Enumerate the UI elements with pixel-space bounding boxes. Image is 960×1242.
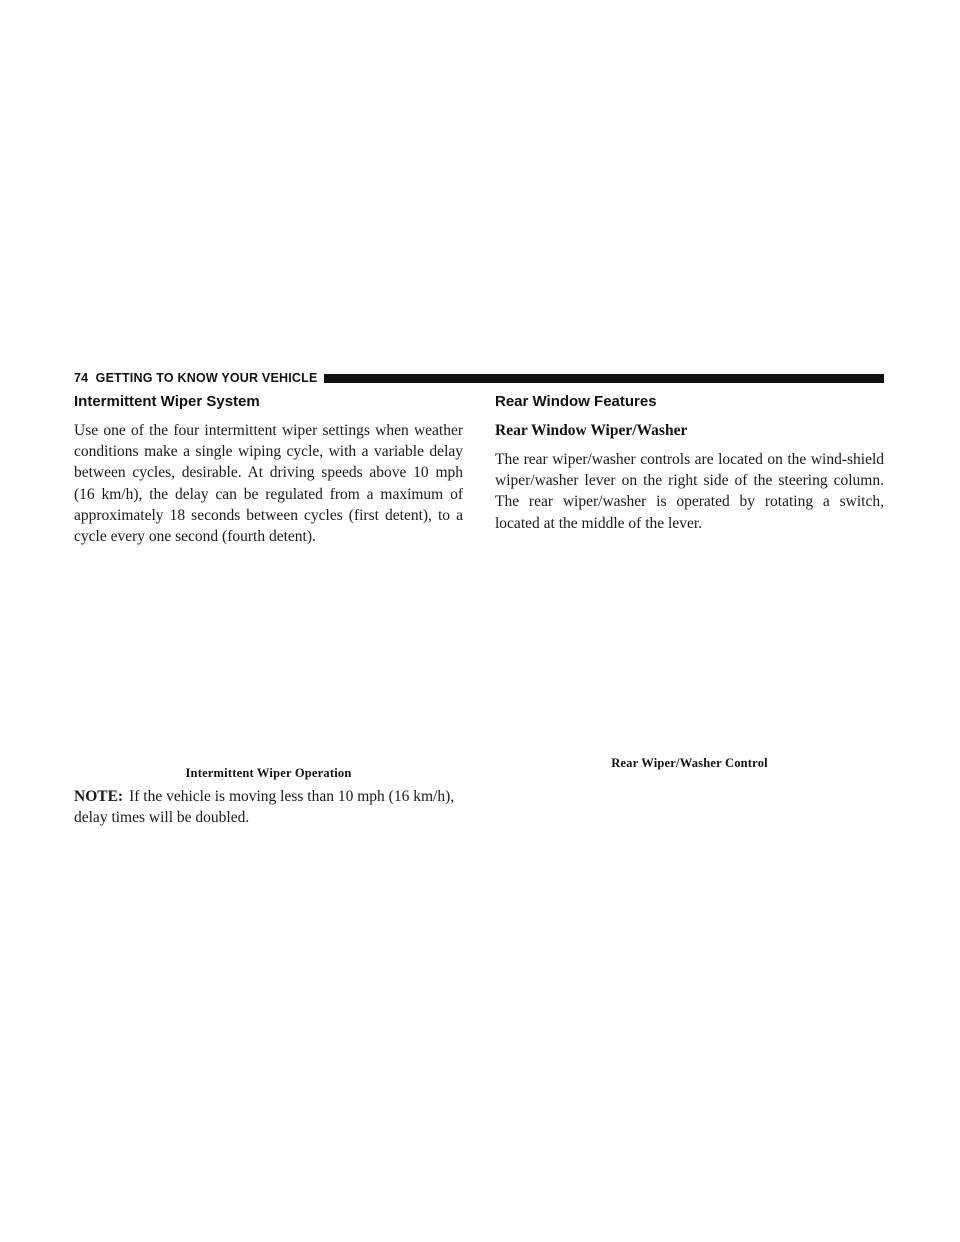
note-label: NOTE: [74,788,124,805]
right-column [495,392,884,534]
note-text: If the vehicle is moving less than 10 mph (16 km/h), delay times will be doubled. [74,788,455,827]
intermittent-wiper-paragraph: Use one of the four intermittent wiper settings when weather conditions make a single wiping cycle, with a variable delay between cycles, desirable. At driving speeds above 10 mph (16 km/h), the delay can be regulated from a maximum of approximately 18 seconds between cycles (first detent), to a cycle every one second (fourth detent). [74,422,463,546]
page-header [74,369,884,387]
section-title: GETTING TO KNOW YOUR VEHICLE [95,371,318,385]
subheading-rear-wiper-washer: Rear Window Wiper/Washer [495,422,688,439]
rear-wiper-paragraph: The rear wiper/washer controls are located on the wind-shield wiper/washer lever on the right side of the steering column. The rear wiper/washer is operated by rotating a switch, located at the middle of the lever. [495,451,884,532]
intermittent-wiper-figure [74,555,463,755]
section-heading-intermittent-wiper: Intermittent Wiper System [74,393,260,410]
header-label [74,371,318,385]
rear-wiper-figure [495,555,884,755]
left-column [74,392,463,547]
section-heading-rear-window: Rear Window Features [495,393,657,410]
note-paragraph [74,786,463,828]
rear-wiper-caption: Rear Wiper/Washer Control [611,756,768,770]
page-number: 74 [74,371,89,385]
header-rule [324,374,885,383]
intermittent-wiper-caption: Intermittent Wiper Operation [185,766,352,780]
